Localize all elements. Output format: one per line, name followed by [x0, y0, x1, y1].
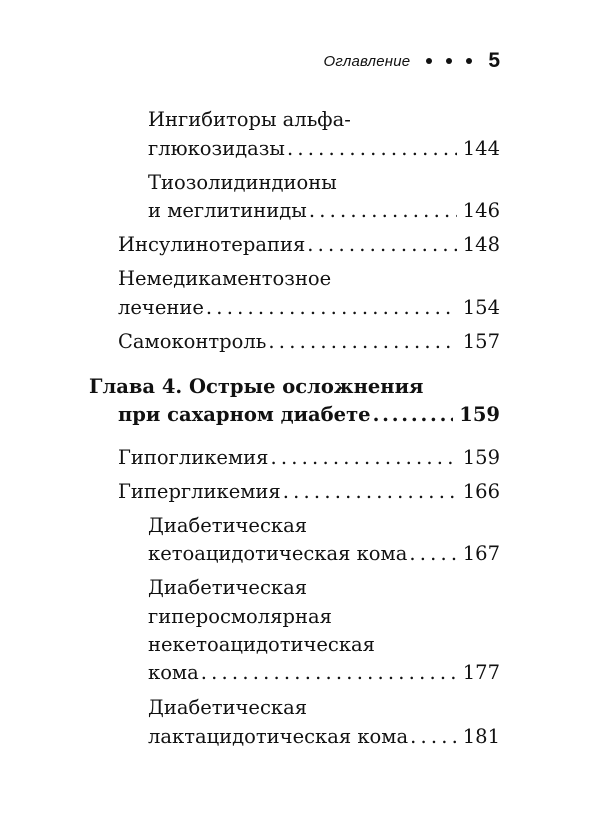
toc-entry-text: Гипергликемия: [118, 480, 281, 503]
toc-entry-line: [118, 479, 500, 505]
running-head-dots: [426, 58, 472, 64]
toc-entry-line: [148, 632, 375, 658]
toc-entry-line: [148, 575, 307, 601]
toc-entry-text: Гипогликемия: [118, 446, 269, 469]
toc-entry-line: [118, 232, 500, 258]
dot-leader: [307, 232, 457, 258]
toc-page-number: 167: [462, 542, 500, 565]
toc-entry-line: [148, 660, 500, 686]
toc-entry-text: некетоацидотическая: [148, 633, 375, 656]
toc-entry-line: [148, 604, 332, 630]
toc-entry-line: [148, 136, 500, 162]
toc-entry-line: [148, 513, 307, 539]
toc-entry-line: [148, 107, 351, 133]
toc-entry-line: [118, 266, 331, 292]
running-head: [324, 49, 500, 73]
dot-leader: [268, 329, 456, 355]
toc-entry-text: гиперосмолярная: [148, 605, 332, 628]
dot-leader: [206, 295, 457, 321]
running-head-title: Оглавление: [323, 52, 411, 70]
chapter-heading-text: при сахарном диабете: [118, 403, 371, 426]
toc-entry-text: Тиозолидиндионы: [148, 171, 337, 194]
toc-page-number: 146: [462, 199, 500, 222]
toc-entry-text: Диабетическая: [148, 696, 308, 719]
bullet-dot: [466, 58, 472, 64]
chapter-heading-line: [89, 374, 423, 400]
dot-leader: [410, 724, 457, 750]
toc-page-number: 159: [459, 403, 500, 426]
toc-entry-text: глюкозидазы: [148, 137, 285, 160]
dot-leader: [201, 660, 457, 686]
toc-entry-text: Диабетическая: [148, 514, 308, 537]
page-number: 5: [488, 49, 500, 72]
toc-entry-line: [148, 198, 500, 224]
toc-entry-text: лактацидотическая кома: [148, 725, 409, 748]
dot-leader: [270, 445, 456, 471]
toc-entry-line: [118, 329, 500, 355]
toc-page-number: 177: [462, 661, 500, 684]
toc-page-number: 166: [462, 480, 500, 503]
toc-entry-text: кетоацидотическая кома: [148, 542, 408, 565]
toc-page-number: 144: [462, 137, 500, 160]
toc-entry-text: кома: [148, 661, 199, 684]
toc-entry-text: Самоконтроль: [118, 330, 267, 353]
bullet-dot: [446, 58, 452, 64]
toc-entry-text: лечение: [118, 296, 204, 319]
toc-entry-text: и меглитиниды: [148, 199, 307, 222]
toc-entry-text: Немедикаментозное: [118, 267, 332, 290]
dot-leader: [373, 402, 454, 428]
toc-entry-line: [118, 295, 500, 321]
dot-leader: [409, 541, 456, 567]
toc-entry-line: [118, 445, 500, 471]
dot-leader: [287, 136, 457, 162]
toc-entry-text: Ингибиторы альфа-: [148, 108, 351, 131]
toc-page-number: 157: [462, 330, 500, 353]
chapter-heading-line: [118, 402, 500, 428]
toc-page-number: 181: [462, 725, 500, 748]
chapter-heading-text: Глава 4. Острые осложнения: [89, 375, 424, 398]
toc-page-number: 154: [462, 296, 500, 319]
toc-entry-line: [148, 170, 337, 196]
toc-entry-line: [148, 695, 307, 721]
toc-entry-line: [148, 541, 500, 567]
toc-page-number: 148: [462, 233, 500, 256]
dot-leader: [309, 198, 457, 224]
toc-entry-line: [148, 724, 500, 750]
toc-entry-text: Инсулинотерапия: [118, 233, 306, 256]
toc-entry-text: Диабетическая: [148, 576, 308, 599]
toc-page-number: 159: [462, 446, 500, 469]
dot-leader: [283, 479, 457, 505]
bullet-dot: [426, 58, 432, 64]
